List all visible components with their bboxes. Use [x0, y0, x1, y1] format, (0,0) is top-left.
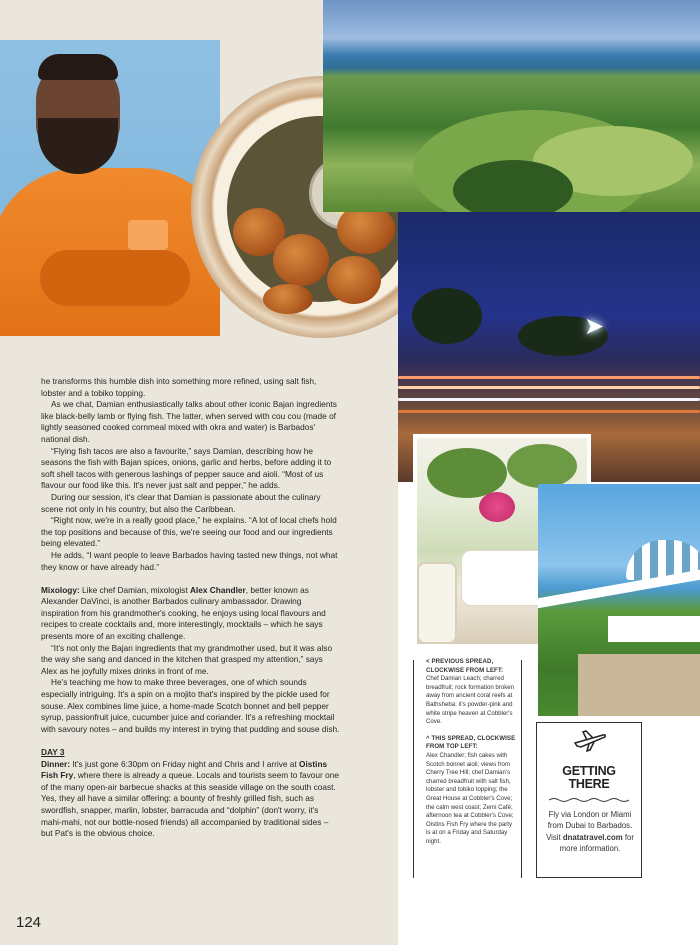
flower-arrangement: [479, 492, 515, 522]
paragraph: He's teaching me how to make three beverages, one of which sounds especially intriguing. It's a spin on a mojito that's inspired by the pickle used for souse. Alex combines lime juice, a home-made Scotch bonnet and bell pepper syrup, passionfruit juice, cucumber juice and coriander. It's a refreshing mocktail with savoury notes – and builds my interest in trying that pudding and souse dish.: [41, 677, 340, 734]
article-body: [41, 376, 340, 840]
paragraph: “Right now, we're in a really good place,” he explains. “A lot of local chefs hold the top positions and because of this, we're seeing our food and our ingredients being elevated.”: [41, 515, 337, 549]
wave-divider-icon: [549, 797, 629, 803]
mixology-paragraph: Mixology: Like chef Damian, mixologist Alex Chandler, better known as Alexander DaVinci, is another Barbados culinary ambassador. Drawing inspiration from his grandmother's cooking, he enjoys using local flavours and recipes to create cocktails and, more interestingly, mocktails – which he says presents more of an exciting challenge.: [41, 584, 326, 642]
travel-link[interactable]: dnatatravel.com: [562, 832, 623, 842]
light-trail: [398, 376, 700, 379]
light-trail: [398, 398, 700, 401]
paragraph: As we chat, Damian enthusiastically talks about other iconic Bajan ingredients like black-belly lamb or flying fish. The latter, when served with cou cou (made of lightly seasoned cooked cornmeal mixed with okra and water) is Barbados' national dish.: [41, 399, 337, 444]
chef-crossed-arms: [40, 250, 190, 306]
fishcake: [327, 256, 381, 304]
airplane-icon: [573, 729, 607, 753]
person-name: Alex Chandler: [189, 584, 246, 595]
deck-floor: [578, 654, 700, 716]
place-name: Oistins Fish Fry: [41, 758, 328, 781]
paragraph: During our session, it's clear that Damian is passionate about the culinary scene not only in his country, but also the Caribbean.: [41, 491, 321, 514]
caption-heading: ^ THIS SPREAD, CLOCKWISE FROM TOP LEFT:: [426, 734, 516, 751]
chef-jacket-logo: [128, 220, 168, 250]
paragraph: He adds, “I want people to leave Barbados having tasted new things, not what they know or have already had.”: [41, 549, 338, 572]
fishcake: [263, 284, 313, 314]
foliage: [507, 444, 577, 488]
palm-tree: [412, 288, 482, 344]
up-arrow-icon: ^: [426, 734, 430, 742]
paragraph: “Flying fish tacos are also a favourite,” says Damian, describing how he seasons the fish with Bajan spices, onions, garlic and herbs, before adding it to soft shell tacos with generous lashings of pepper sauce and aioli. “Most of us flavour our food like this. It's never just salt and pepper,” he adds.: [41, 445, 332, 491]
terrace-table: [608, 616, 700, 642]
caption-rule: [413, 660, 414, 878]
caption-text: Alex Chandler; fish cakes with Scotch bonnet aioli; views from Cherry Tree Hill; chef Damian's charred breadfruit with salt fish, lobster and tobiko topping; the Great House at Cobbler's Cove; the calm west coast; Zemi Café; afternoon tea at Cobbler's Cove; Oistins Fish Fry where the party is at on a Friday and Saturday night.: [426, 751, 514, 845]
chef-beard: [38, 118, 118, 174]
light-trail: [398, 386, 700, 389]
cherry-tree-hill-photo: [323, 0, 700, 212]
dinner-paragraph: Dinner: It's just gone 6:30pm on Friday night and Chris and I arrive at Oistins Fish Fry, where there is already a queue. Locals and tourists seem to favour one of the many open-air barbecue shacks at this seaside village on the south coast. Yes, they all have a similar offering: a bounty of freshly grilled fish, such as swordfish, snapper, marlin, lobster, barracuda and “dolphin” (don't worry, it's mahi-mahi, not our bottle-nosed friends) all accompanied by traditional sides – but Pat's is the obvious choice.: [41, 758, 339, 839]
deck-railing: [538, 570, 700, 609]
neon-fish-sign-icon: ➤: [584, 313, 605, 340]
section-lead: Dinner:: [41, 758, 71, 769]
caption-text: Chef Damian Leach; charred breadfruit; rock formation broken away from ancient coral reefs at Bathsheba; it's powder-pink and white stripe heaven at Cobbler's Cove.: [426, 675, 515, 726]
chef-hair: [38, 54, 118, 80]
fishcake: [273, 234, 329, 286]
section-lead: Mixology:: [41, 584, 80, 595]
foliage: [427, 448, 507, 498]
light-trail: [398, 410, 700, 413]
caption-rule: [521, 660, 522, 878]
left-arrow-icon: <: [426, 658, 430, 665]
chef-photo: [0, 40, 220, 336]
cobblers-cove-terrace-photo: [538, 484, 700, 716]
forest-patch: [453, 160, 573, 212]
garden-chair: [417, 562, 457, 644]
getting-there-title: GETTING THERE: [562, 764, 616, 791]
photo-captions: [426, 658, 518, 846]
paragraph: he transforms this humble dish into something more refined, using salt fish, lobster and a tobiko topping.: [41, 376, 317, 398]
day-heading: DAY 3: [41, 747, 65, 757]
getting-there-box: [536, 722, 642, 878]
caption-heading: < PREVIOUS SPREAD, CLOCKWISE FROM LEFT:: [426, 658, 504, 674]
getting-there-text: Fly via London or Miami from Dubai to Barbados. Visit dnatatravel.com for more information.: [546, 810, 634, 854]
page-number: 124: [16, 914, 42, 931]
paragraph: “It's not only the Bajan ingredients that my grandmother used, but it was also the way she sang and danced in the kitchen that grasped my attention,” says Alex as he joyfully mixes drinks in front of me.: [41, 642, 333, 676]
